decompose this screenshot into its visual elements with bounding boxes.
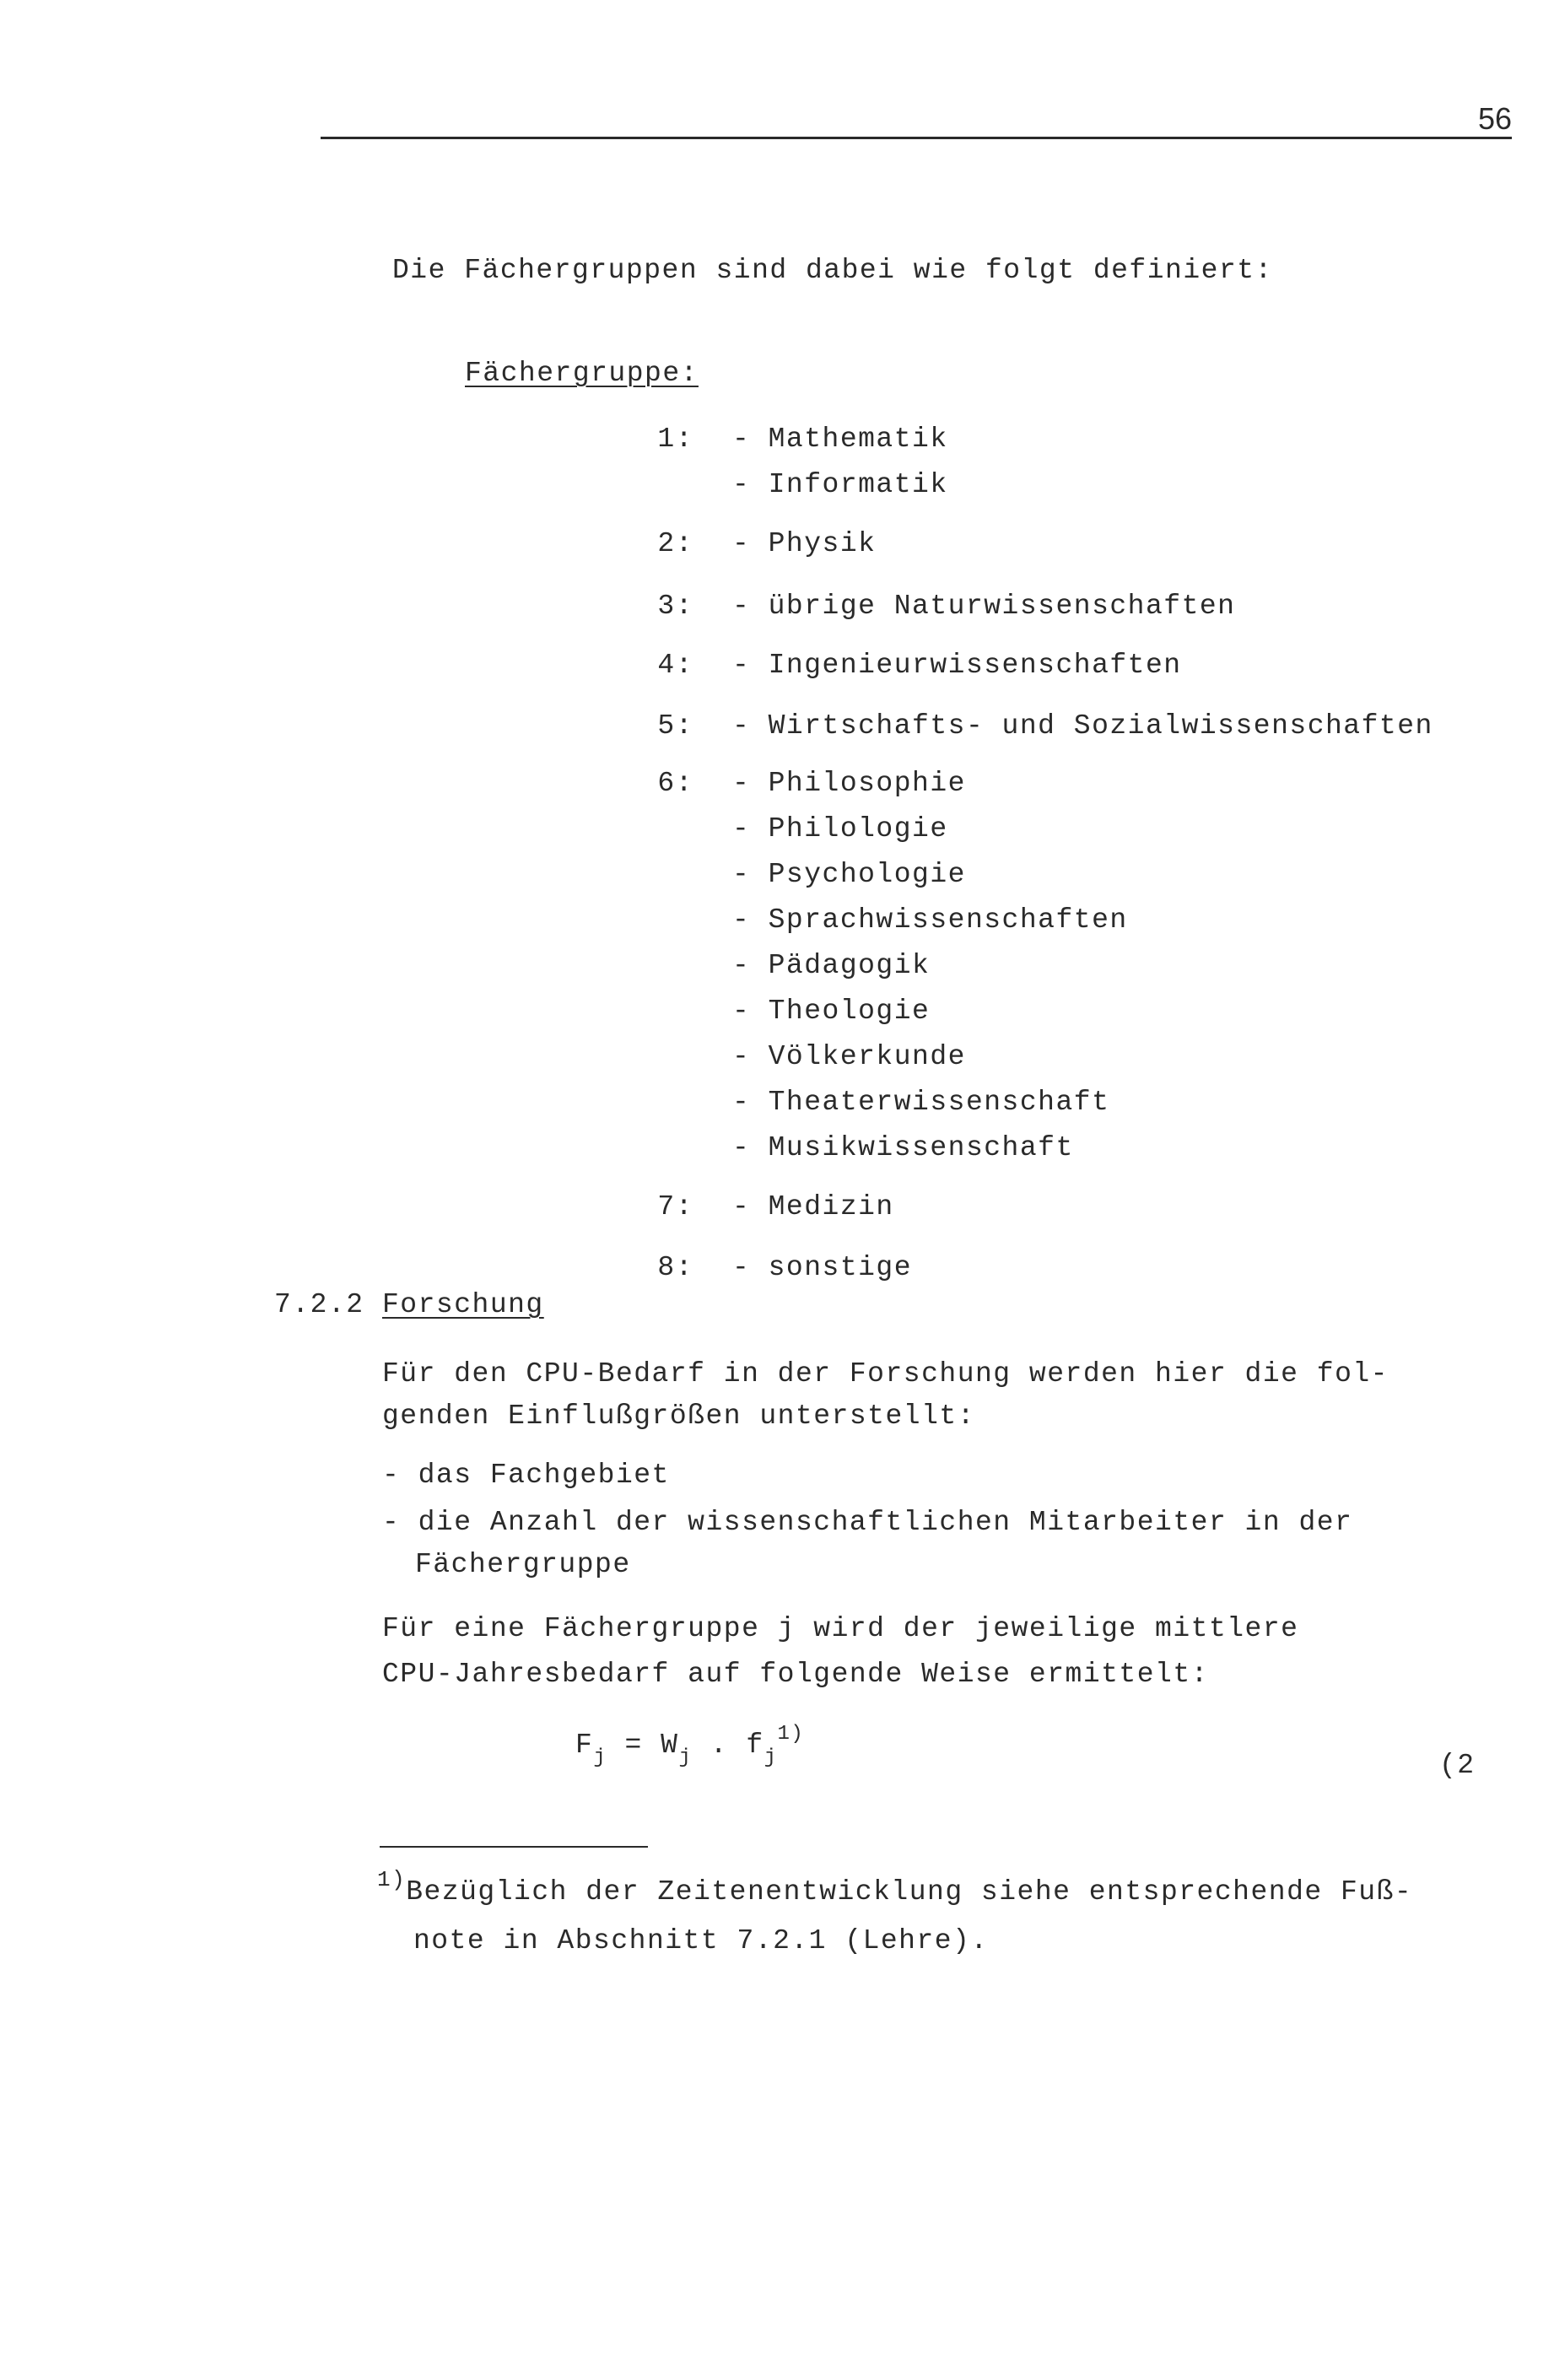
formula-f: f — [746, 1730, 764, 1761]
formula-lhs: F — [575, 1730, 594, 1761]
group-item: - Sprachwissenschaften — [732, 904, 1128, 936]
group-number: 2: — [657, 528, 693, 559]
group-item: - Psychologie — [732, 859, 966, 890]
footnote-rule — [380, 1846, 648, 1848]
section-title: Forschung — [382, 1289, 544, 1320]
formula-w: W — [661, 1730, 679, 1761]
group-item: - Medizin — [732, 1191, 894, 1222]
group-item: - Informatik — [732, 469, 948, 500]
group-item: - Philosophie — [732, 768, 966, 799]
formula-dot: . — [710, 1730, 728, 1761]
group-item: - Wirtschafts- und Sozialwissenschaften — [732, 710, 1433, 742]
group-item: - Theaterwissenschaft — [732, 1087, 1110, 1118]
formula — [575, 1723, 805, 1769]
group-number: 6: — [657, 768, 693, 799]
header-rule — [321, 137, 1512, 139]
bullet-item: - das Fachgebiet — [382, 1460, 670, 1491]
group-item: - sonstige — [732, 1252, 913, 1283]
footnote-mark: 1) — [377, 1867, 407, 1892]
group-number: 7: — [657, 1191, 693, 1222]
paragraph-line: genden Einflußgrößen unterstellt: — [382, 1400, 976, 1432]
bullet-continuation: Fächergruppe — [415, 1549, 631, 1580]
paragraph-line: Für eine Fächergruppe j wird der jeweilige mittlere — [382, 1613, 1299, 1644]
group-item: - Theologie — [732, 996, 931, 1027]
group-number: 3: — [657, 591, 693, 622]
group-number: 4: — [657, 650, 693, 681]
group-item: - Physik — [732, 528, 877, 559]
formula-f-subscript: j — [764, 1746, 778, 1769]
footnote-line: Bezüglich der Zeitenentwicklung siehe entsprechende Fuß- — [406, 1876, 1413, 1908]
group-item: - Völkerkunde — [732, 1041, 966, 1072]
group-item: - Mathematik — [732, 424, 948, 455]
paragraph-line: CPU-Jahresbedarf auf folgende Weise ermittelt: — [382, 1659, 1209, 1690]
formula-equals: = — [624, 1730, 643, 1761]
group-item: - Philologie — [732, 813, 948, 845]
footnote-line: note in Abschnitt 7.2.1 (Lehre). — [413, 1925, 989, 1956]
intro-text: Die Fächergruppen sind dabei wie folgt definiert: — [392, 255, 1273, 286]
page-number: 56 — [1478, 101, 1513, 136]
group-item: - Musikwissenschaft — [732, 1132, 1074, 1163]
group-item: - übrige Naturwissenschaften — [732, 591, 1236, 622]
group-number: 1: — [657, 424, 693, 455]
section-number: 7.2.2 — [274, 1289, 364, 1320]
formula-footnote-ref: 1) — [777, 1723, 805, 1746]
formula-lhs-subscript: j — [593, 1746, 607, 1769]
group-item: - Ingenieurwissenschaften — [732, 650, 1182, 681]
paragraph-line: Für den CPU-Bedarf in der Forschung werden hier die fol- — [382, 1358, 1389, 1390]
footnote — [377, 1867, 1413, 1908]
formula-w-subscript: j — [678, 1746, 693, 1769]
group-number: 8: — [657, 1252, 693, 1283]
bullet-item: - die Anzahl der wissenschaftlichen Mitarbeiter in der — [382, 1507, 1353, 1538]
groups-heading: Fächergruppe: — [465, 358, 699, 389]
equation-number: (2 — [1439, 1750, 1476, 1781]
group-number: 5: — [657, 710, 693, 742]
group-item: - Pädagogik — [732, 950, 931, 981]
